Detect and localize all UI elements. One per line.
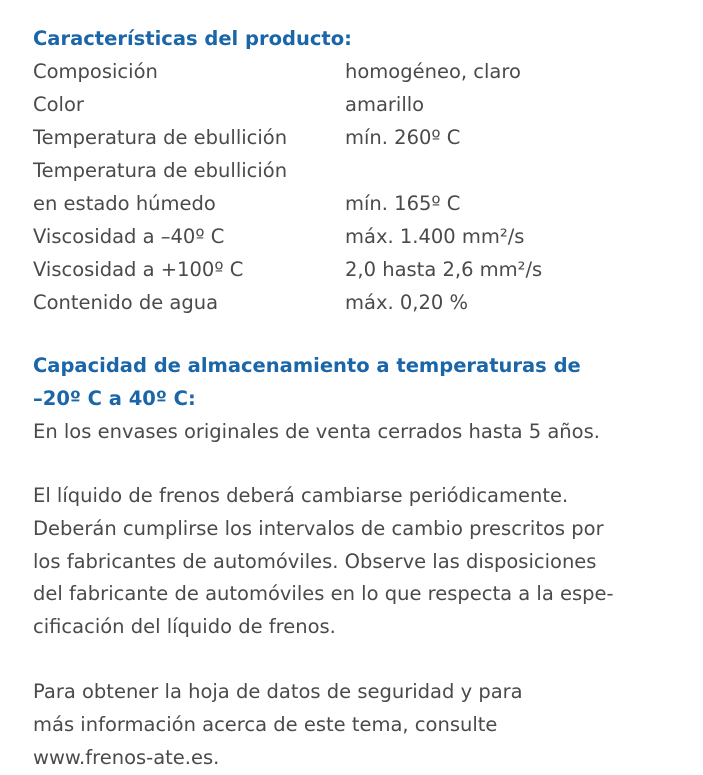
storage-text (33, 416, 673, 449)
text-line: del fabricante de automóviles en lo que respecta a la espe- (33, 582, 614, 606)
spec-value: 2,0 hasta 2,6 mm²/s (345, 258, 543, 281)
spec-value: máx. 1.400 mm²/s (345, 225, 525, 248)
spec-label: Composición (33, 60, 158, 83)
text-line: Deberán cumplirse los intervalos de cambio prescritos por (33, 516, 604, 540)
spec-label: Temperatura de ebullición (33, 159, 288, 182)
text-line: Para obtener la hoja de datos de seguridad y para (33, 680, 523, 703)
spec-row-wet-boiling-point-line1 (33, 154, 673, 187)
spec-value: homogéneo, claro (345, 60, 521, 83)
spec-value: amarillo (345, 93, 425, 116)
text-line: más información acerca de este tema, consulte (33, 712, 498, 736)
text-line: los fabricantes de automóviles. Observe las disposiciones (33, 549, 597, 573)
spec-label: Contenido de agua (33, 291, 219, 314)
brake-fluid-change-paragraph (33, 480, 673, 644)
text-line: En los envases originales de venta cerrados hasta 5 años. (33, 420, 600, 443)
safety-info-paragraph (33, 676, 673, 774)
spec-label: en estado húmedo (33, 192, 216, 215)
spec-row-color (33, 88, 673, 121)
spec-row-viscosity-cold (33, 220, 673, 253)
storage-heading-line2: –20º C a 40º C: (33, 387, 196, 410)
spec-label: Viscosidad a –40º C (33, 225, 225, 248)
spec-label: Temperatura de ebullición (33, 126, 288, 149)
website-link-text: www.frenos-ate.es. (33, 745, 220, 769)
spec-label: Viscosidad a +100º C (33, 258, 244, 281)
spec-label: Color (33, 93, 84, 116)
product-characteristics-heading: Características del producto: (33, 27, 352, 50)
spec-row-wet-boiling-point (33, 187, 673, 220)
text-line: cificación del líquido de frenos. (33, 615, 336, 639)
spec-value: máx. 0,20 % (345, 291, 469, 314)
spec-row-viscosity-hot (33, 253, 673, 286)
storage-heading-line1: Capacidad de almacenamiento a temperaturas de (33, 354, 581, 377)
spec-row-composition (33, 55, 673, 88)
spec-row-boiling-point (33, 121, 673, 154)
spec-value: mín. 260º C (345, 126, 461, 149)
spec-row-water-content (33, 286, 673, 319)
spec-value: mín. 165º C (345, 192, 461, 215)
text-line: El líquido de frenos deberá cambiarse periódicamente. (33, 484, 569, 507)
